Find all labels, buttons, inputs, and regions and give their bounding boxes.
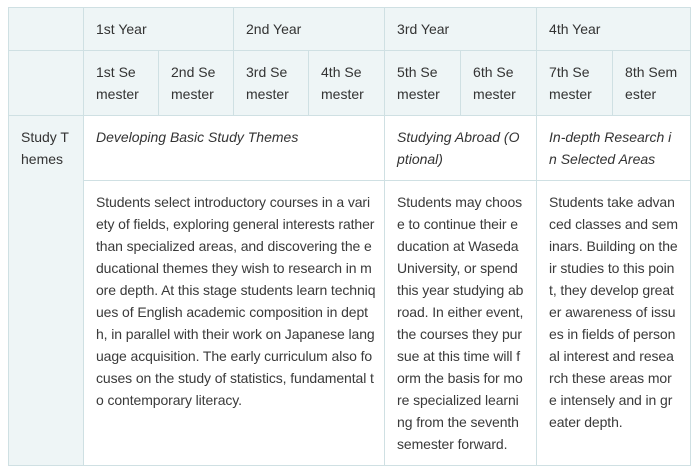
year-header-3: 3rd Year	[385, 8, 537, 51]
semester-header-4: 4th Semester	[309, 51, 385, 116]
semester-header-6: 6th Semester	[461, 51, 537, 116]
year-header-4: 4th Year	[537, 8, 691, 51]
corner-cell-2	[9, 51, 84, 116]
theme-study-abroad: Studying Abroad (Optional)	[385, 116, 537, 181]
descriptions-row	[9, 181, 691, 466]
theme-basic-study: Developing Basic Study Themes	[84, 116, 385, 181]
semester-header-1: 1st Semester	[84, 51, 159, 116]
semester-header-2: 2nd Semester	[159, 51, 234, 116]
semester-header-row	[9, 51, 691, 116]
semester-header-5: 5th Semester	[385, 51, 461, 116]
curriculum-table	[8, 7, 691, 466]
year-header-2: 2nd Year	[234, 8, 385, 51]
semester-header-8: 8th Semester	[613, 51, 691, 116]
corner-cell	[9, 8, 84, 51]
description-in-depth-research: Students take advanced classes and seminars. Building on their studies to this point, they develop greater awareness of issues in fields of personal interest and research these areas more intensely and in greater depth.	[537, 181, 691, 466]
year-header-1: 1st Year	[84, 8, 234, 51]
theme-in-depth-research: In-depth Research in Selected Areas	[537, 116, 691, 181]
year-header-row	[9, 8, 691, 51]
row-label-study-themes: Study Themes	[9, 116, 84, 466]
semester-header-7: 7th Semester	[537, 51, 613, 116]
themes-row	[9, 116, 691, 181]
description-study-abroad: Students may choose to continue their education at Waseda University, or spend this year studying abroad. In either event, the courses they pursue at this time will form the basis for more specialized learning from the seventh semester forward.	[385, 181, 537, 466]
semester-header-3: 3rd Semester	[234, 51, 309, 116]
description-basic-study: Students select introductory courses in a variety of fields, exploring general interests rather than specialized areas, and discovering the educational themes they wish to research in more depth. At this stage students learn techniques of English academic composition in depth, in parallel with their work on Japanese language acquisition. The early curriculum also focuses on the study of statistics, fundamental to contemporary literacy.	[84, 181, 385, 466]
